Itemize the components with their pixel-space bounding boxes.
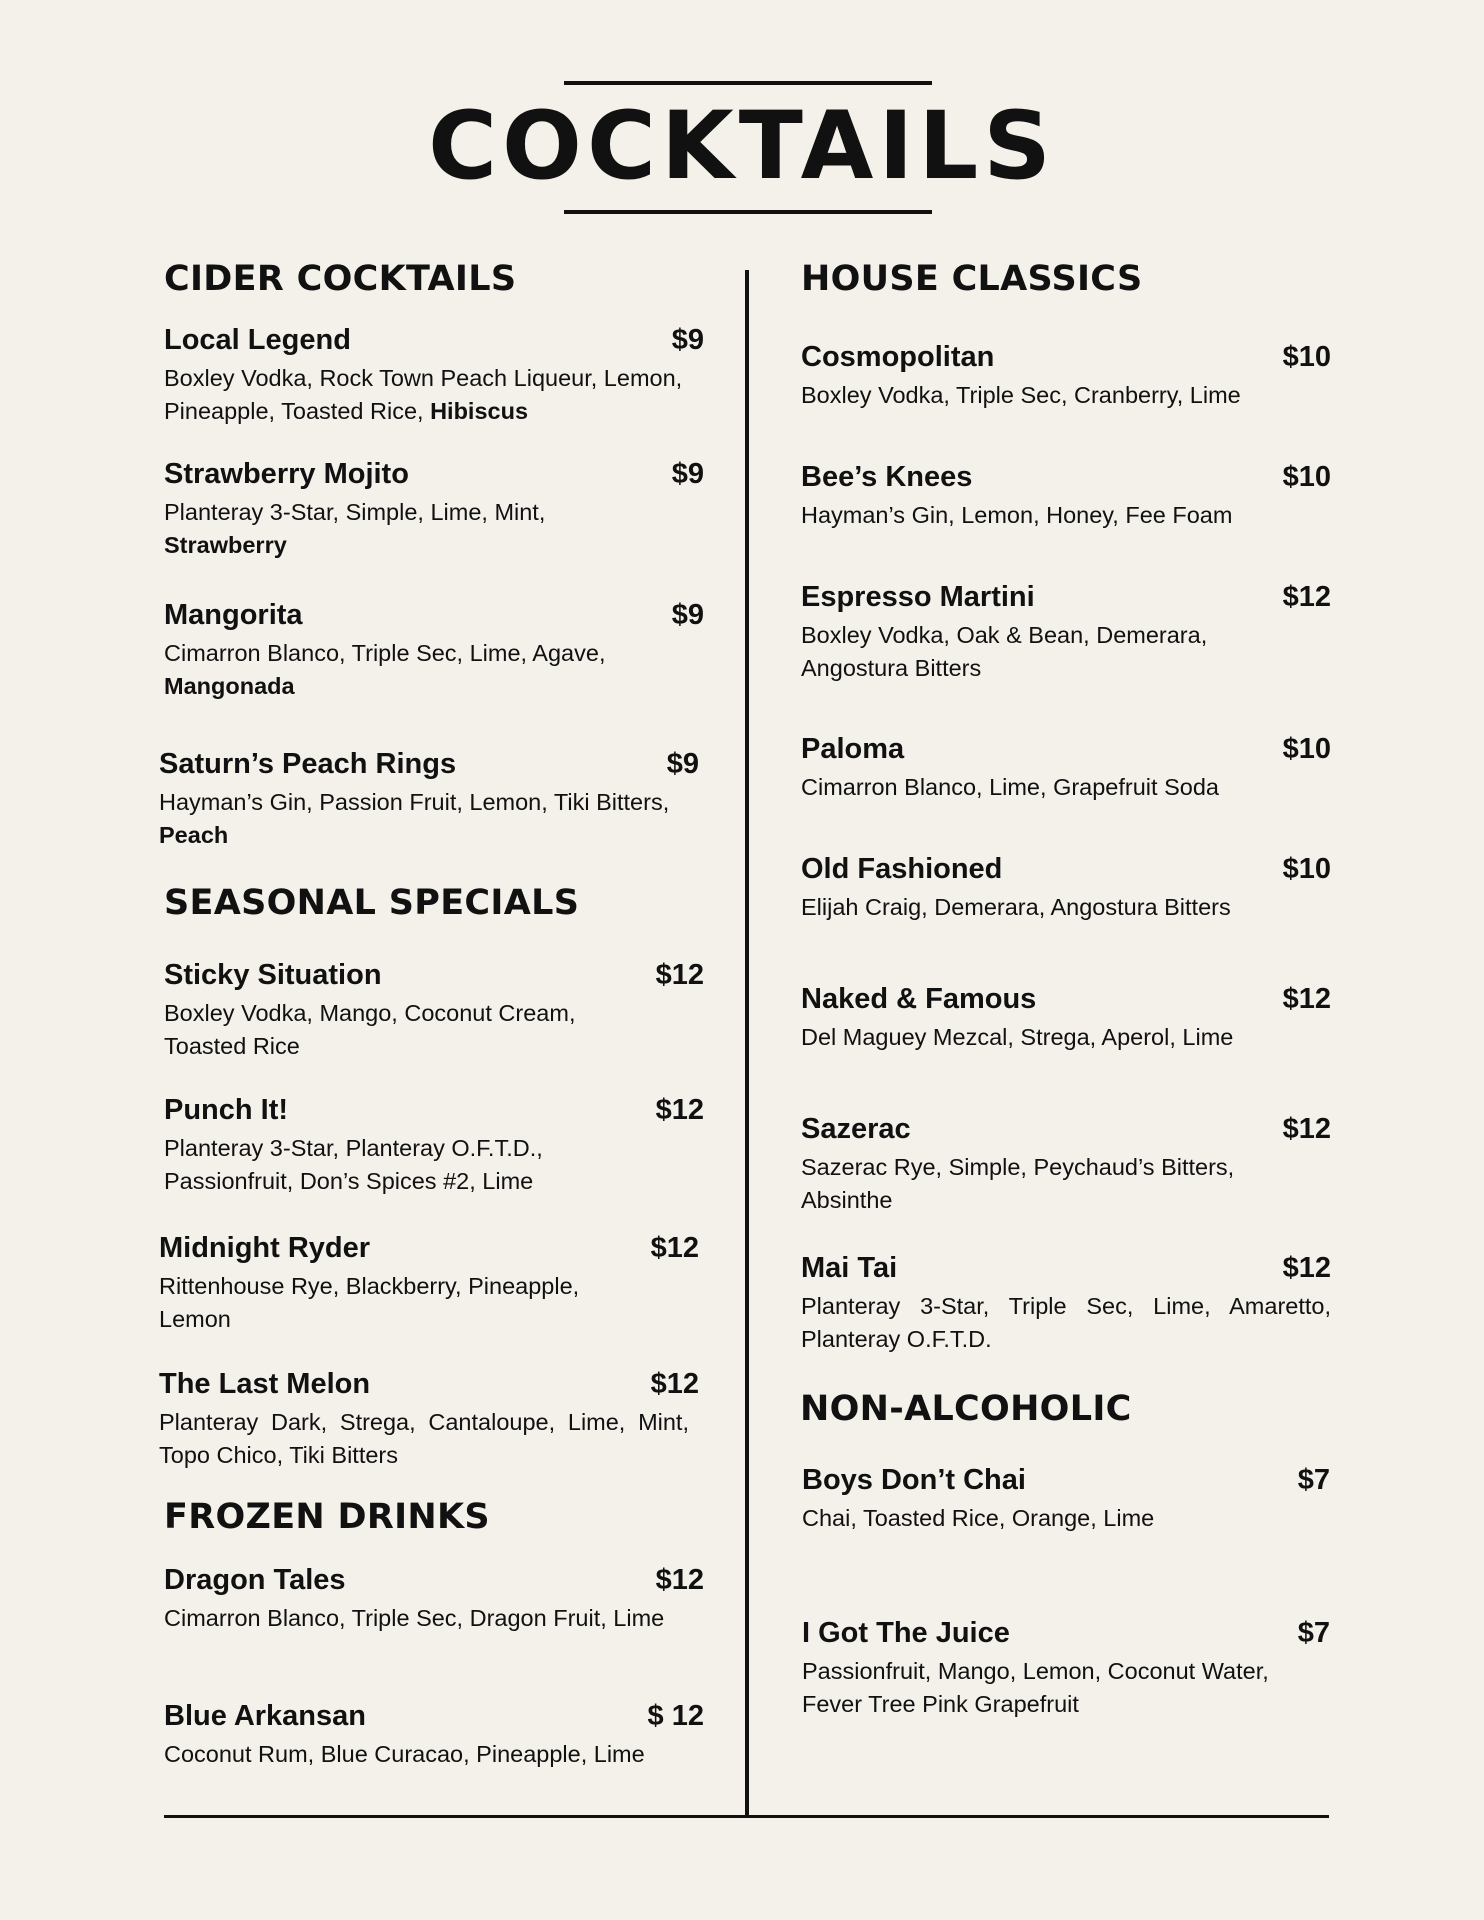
- item-description: Elijah Craig, Demerara, Angostura Bitters: [801, 894, 1231, 920]
- menu-item-mangorita: [164, 597, 704, 703]
- item-highlight: Peach: [159, 822, 229, 848]
- item-name: Naked & Famous: [801, 983, 1037, 1015]
- section-heading-seasonal: SEASONAL SPECIALS: [164, 883, 580, 923]
- item-description: Coconut Rum, Blue Curacao, Pineapple, Lime: [164, 1741, 645, 1767]
- item-price: $ 12: [647, 1700, 704, 1732]
- item-highlight: Hibiscus: [430, 398, 529, 424]
- item-price: $9: [671, 458, 704, 490]
- item-price: $10: [1282, 341, 1331, 373]
- item-name: Punch It!: [164, 1094, 289, 1126]
- item-price: $10: [1282, 733, 1331, 765]
- item-name: I Got The Juice: [802, 1617, 1010, 1649]
- menu-item-saturns-peach-rings: [159, 746, 699, 852]
- item-name: Local Legend: [164, 324, 351, 356]
- item-name: Sticky Situation: [164, 959, 382, 991]
- item-description: Cimarron Blanco, Lime, Grapefruit Soda: [801, 774, 1219, 800]
- item-name: Paloma: [801, 733, 905, 765]
- menu-item-local-legend: [164, 322, 704, 428]
- item-price: $12: [1282, 1113, 1331, 1145]
- menu-item-espresso-martini: [801, 579, 1331, 685]
- menu-item-blue-arkansan: [164, 1698, 704, 1771]
- menu-item-paloma: [801, 731, 1331, 804]
- item-price: $9: [666, 748, 699, 780]
- menu-item-sazerac: [801, 1111, 1331, 1217]
- item-description: Planteray 3-Star, Simple, Lime, Mint, Strawberry: [164, 499, 546, 558]
- item-description: Boxley Vodka, Mango, Coconut Cream, Toasted Rice: [164, 1000, 576, 1059]
- menu-item-i-got-the-juice: [802, 1615, 1332, 1721]
- column-divider: [745, 270, 749, 1818]
- item-highlight: Strawberry: [164, 532, 287, 558]
- item-price: $12: [1282, 983, 1331, 1015]
- item-description: Boxley Vodka, Rock Town Peach Liqueur, Lemon, Pineapple, Toasted Rice, Hibiscus: [164, 365, 683, 424]
- menu-item-mai-tai: [801, 1250, 1331, 1356]
- title-rule-bottom: [564, 210, 932, 214]
- menu-item-midnight-ryder: [159, 1230, 699, 1336]
- item-price: $7: [1297, 1617, 1330, 1649]
- item-description: Cimarron Blanco, Triple Sec, Dragon Fruit, Lime: [164, 1605, 665, 1631]
- item-price: $12: [650, 1368, 699, 1400]
- item-name: Dragon Tales: [164, 1564, 346, 1596]
- title-rule-top: [564, 81, 932, 85]
- menu-item-bees-knees: [801, 459, 1331, 532]
- item-description: Planteray Dark, Strega, Cantaloupe, Lime, Mint, Topo Chico, Tiki Bitters: [159, 1409, 689, 1468]
- item-name: Cosmopolitan: [801, 341, 995, 373]
- item-price: $9: [671, 599, 704, 631]
- menu-item-dragon-tales: [164, 1562, 704, 1635]
- menu-item-naked-famous: [801, 981, 1331, 1054]
- item-price: $12: [650, 1232, 699, 1264]
- item-name: Sazerac: [801, 1113, 911, 1145]
- item-name: Mai Tai: [801, 1252, 898, 1284]
- item-description: Sazerac Rye, Simple, Peychaud’s Bitters, Absinthe: [801, 1154, 1235, 1213]
- menu-item-strawberry-mojito: [164, 456, 704, 562]
- item-name: Strawberry Mojito: [164, 458, 409, 490]
- section-heading-nonalc: NON-ALCOHOLIC: [800, 1389, 1132, 1429]
- section-heading-cider: CIDER COCKTAILS: [164, 259, 517, 299]
- item-description: Planteray 3-Star, Triple Sec, Lime, Amaretto, Planteray O.F.T.D.: [801, 1293, 1331, 1352]
- section-heading-frozen: FROZEN DRINKS: [164, 1497, 490, 1537]
- item-name: Midnight Ryder: [159, 1232, 371, 1264]
- item-price: $10: [1282, 853, 1331, 885]
- item-price: $10: [1282, 461, 1331, 493]
- menu-item-punch-it: [164, 1092, 704, 1198]
- item-name: Mangorita: [164, 599, 303, 631]
- item-price: $9: [671, 324, 704, 356]
- item-description: Boxley Vodka, Triple Sec, Cranberry, Lime: [801, 382, 1241, 408]
- page-title: COCKTAILS: [428, 92, 1056, 201]
- item-price: $12: [655, 1094, 704, 1126]
- menu-item-old-fashioned: [801, 851, 1331, 924]
- item-description: Chai, Toasted Rice, Orange, Lime: [802, 1505, 1155, 1531]
- item-price: $12: [1282, 1252, 1331, 1284]
- item-price: $7: [1297, 1464, 1330, 1496]
- item-price: $12: [655, 1564, 704, 1596]
- item-price: $12: [655, 959, 704, 991]
- item-description: Del Maguey Mezcal, Strega, Aperol, Lime: [801, 1024, 1234, 1050]
- item-description: Planteray 3-Star, Planteray O.F.T.D., Passionfruit, Don’s Spices #2, Lime: [164, 1135, 543, 1194]
- item-description: Cimarron Blanco, Triple Sec, Lime, Agave, Mangonada: [164, 640, 606, 699]
- item-description: Hayman’s Gin, Lemon, Honey, Fee Foam: [801, 502, 1233, 528]
- item-name: Espresso Martini: [801, 581, 1035, 613]
- menu-item-last-melon: [159, 1366, 699, 1472]
- item-name: Blue Arkansan: [164, 1700, 366, 1732]
- bottom-rule: [164, 1815, 1329, 1818]
- item-name: Boys Don’t Chai: [802, 1464, 1026, 1496]
- item-description: Passionfruit, Mango, Lemon, Coconut Water, Fever Tree Pink Grapefruit: [802, 1658, 1269, 1717]
- item-description: Boxley Vodka, Oak & Bean, Demerara, Angostura Bitters: [801, 622, 1208, 681]
- item-price: $12: [1282, 581, 1331, 613]
- item-description: Rittenhouse Rye, Blackberry, Pineapple, Lemon: [159, 1273, 580, 1332]
- item-description: Hayman’s Gin, Passion Fruit, Lemon, Tiki Bitters, Peach: [159, 789, 670, 848]
- item-name: Saturn’s Peach Rings: [159, 748, 457, 780]
- menu-item-sticky-situation: [164, 957, 704, 1063]
- menu-item-boys-dont-chai: [802, 1462, 1332, 1535]
- item-name: Bee’s Knees: [801, 461, 973, 493]
- item-name: Old Fashioned: [801, 853, 1003, 885]
- menu-item-cosmopolitan: [801, 339, 1331, 412]
- item-highlight: Mangonada: [164, 673, 295, 699]
- section-heading-house: HOUSE CLASSICS: [801, 259, 1143, 299]
- item-name: The Last Melon: [159, 1368, 371, 1400]
